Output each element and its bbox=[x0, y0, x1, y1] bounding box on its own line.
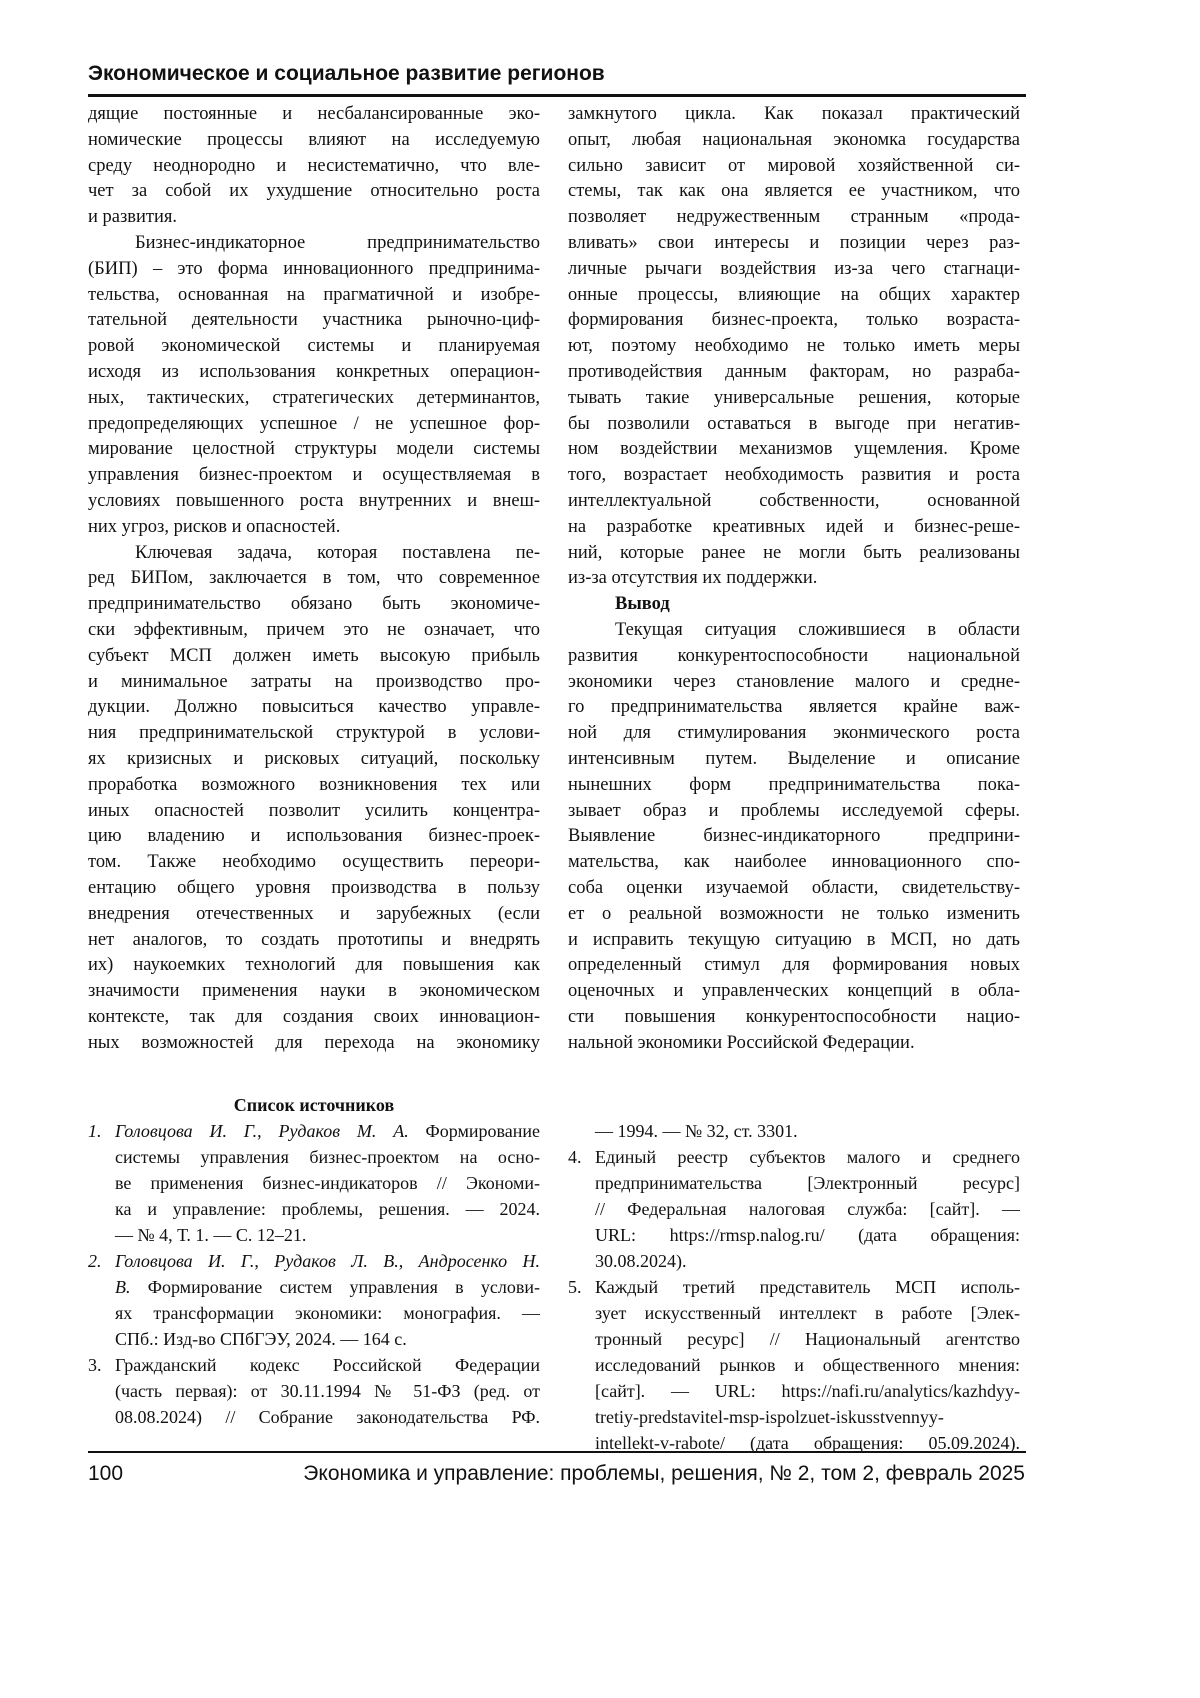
reference-text: , bbox=[254, 1251, 274, 1271]
text-line: предопределяющих успешное / не успешное фор- bbox=[88, 412, 540, 438]
text-line: го предпринимательства является крайне важ- bbox=[568, 695, 1020, 721]
text-line: тельства, основанная на прагматичной и изобре- bbox=[88, 283, 540, 309]
reference-text: URL: https://rmsp.nalog.ru/ (дата обращения: bbox=[595, 1225, 1020, 1245]
text-line: формирования бизнес-проекта, только возраста- bbox=[568, 308, 1020, 334]
text-line: дукции. Должно повыситься качество управле- bbox=[88, 695, 540, 721]
text-line: ных возможностей для перехода на экономику bbox=[88, 1031, 540, 1057]
reference-line bbox=[115, 1144, 540, 1170]
reference-line bbox=[595, 1196, 1020, 1222]
reference-line bbox=[595, 1118, 1020, 1144]
reference-item bbox=[88, 1248, 540, 1352]
section-heading bbox=[568, 592, 1020, 618]
reference-item bbox=[568, 1274, 1020, 1456]
text-line: среду неоднородно и несистематично, что вле- bbox=[88, 154, 540, 180]
references-right bbox=[568, 1092, 1020, 1456]
paragraph bbox=[88, 541, 540, 1057]
reference-text: Гражданский кодекс Российской Федерации bbox=[115, 1355, 540, 1375]
references-left bbox=[88, 1092, 540, 1430]
text-line: и исправить текущую ситуацию в МСП, но дать bbox=[568, 928, 1020, 954]
paragraph bbox=[88, 102, 540, 231]
reference-line bbox=[115, 1222, 540, 1248]
reference-text: Единый реестр субъектов малого и среднего bbox=[595, 1147, 1020, 1167]
reference-text: исследований рынков и общественного мнения: bbox=[595, 1355, 1020, 1375]
text-line: исходя из использования конкретных операцион- bbox=[88, 360, 540, 386]
text-line: стемы, так как она является ее участником, что bbox=[568, 179, 1020, 205]
text-line: интенсивным путем. Выделение и описание bbox=[568, 747, 1020, 773]
text-line: ния предпринимательской структурой в услови- bbox=[88, 721, 540, 747]
paragraph bbox=[568, 102, 1020, 592]
reference-text: Формирование систем управления в услови- bbox=[131, 1277, 541, 1297]
text-line: (БИП) – это форма инновационного предпринима- bbox=[88, 257, 540, 283]
text-line: из-за отсутствия их поддержки. bbox=[568, 566, 1020, 592]
reference-line bbox=[595, 1404, 1020, 1430]
text-line: замкнутого цикла. Как показал практический bbox=[568, 102, 1020, 128]
text-line: вливать» свои интересы и позиции через раз- bbox=[568, 231, 1020, 257]
reference-text: [сайт]. — URL: https://nafi.ru/analytics/kazhdyy- bbox=[595, 1381, 1020, 1401]
reference-text: предпринимательства [Электронный ресурс] bbox=[595, 1173, 1020, 1193]
text-line: условиях повышенного роста внутренних и внеш- bbox=[88, 489, 540, 515]
reference-line bbox=[115, 1196, 540, 1222]
text-line: мирование целостной структуры модели системы bbox=[88, 437, 540, 463]
reference-text: , bbox=[399, 1251, 419, 1271]
text-line: ентацию общего уровня производства в пользу bbox=[88, 876, 540, 902]
text-line: субъект МСП должен иметь высокую прибыль bbox=[88, 644, 540, 670]
text-line: и развития. bbox=[88, 205, 540, 231]
reference-author: Головцова И. Г. bbox=[115, 1121, 257, 1141]
text-line: проработка возможного возникновения тех или bbox=[88, 773, 540, 799]
paragraph bbox=[88, 231, 540, 541]
reference-line bbox=[115, 1118, 540, 1144]
text-line: чет за собой их ухудшение относительно роста bbox=[88, 179, 540, 205]
text-line: номические процессы влияют на исследуемую bbox=[88, 128, 540, 154]
reference-line bbox=[595, 1352, 1020, 1378]
reference-line bbox=[115, 1274, 540, 1300]
text-line: иных опасностей позволит усилить концентра- bbox=[88, 799, 540, 825]
text-line: контексте, так для создания своих инновацион- bbox=[88, 1005, 540, 1031]
text-line: на разработке креативных идей и бизнес-реше- bbox=[568, 515, 1020, 541]
reference-text: 30.08.2024). bbox=[595, 1251, 687, 1271]
text-line: ски эффективным, причем это не означает, что bbox=[88, 618, 540, 644]
reference-item bbox=[568, 1144, 1020, 1274]
text-line: противодействия данным факторам, но разраба- bbox=[568, 360, 1020, 386]
text-line: онные процессы, влияющие на общих характер bbox=[568, 283, 1020, 309]
reference-line bbox=[595, 1326, 1020, 1352]
header-rule bbox=[88, 94, 1026, 97]
right-text-column bbox=[568, 102, 1020, 1056]
reference-item bbox=[88, 1118, 540, 1248]
reference-author: Андросенко Н. bbox=[419, 1251, 540, 1271]
reference-number: 4. bbox=[568, 1144, 582, 1170]
reference-text: tretiy-predstavitel-msp-ispolzuet-iskusstvennyy- bbox=[595, 1407, 944, 1427]
reference-number: 3. bbox=[88, 1352, 102, 1378]
reference-author: Рудаков М. А. bbox=[279, 1121, 409, 1141]
text-line: того, возрастает необходимость развития и роста bbox=[568, 463, 1020, 489]
text-line: Ключевая задача, которая поставлена пе- bbox=[88, 541, 540, 567]
reference-line bbox=[595, 1274, 1020, 1300]
reference-text: — № 4, Т. 1. — С. 12–21. bbox=[115, 1225, 306, 1245]
text-line: нет аналогов, то создать прототипы и внедрять bbox=[88, 928, 540, 954]
reference-line bbox=[115, 1326, 540, 1352]
text-line: ном воздействии механизмов ущемления. Кроме bbox=[568, 437, 1020, 463]
reference-author: Рудаков Л. В. bbox=[274, 1251, 399, 1271]
reference-text: ях трансформации экономики: монография. — bbox=[115, 1303, 540, 1323]
text-line: значимости применения науки в экономическом bbox=[88, 979, 540, 1005]
text-line: их) наукоемких технологий для повышения как bbox=[88, 953, 540, 979]
reference-author: Головцова И. Г. bbox=[115, 1251, 254, 1271]
text-line: зывает образ и проблемы исследуемой сферы. bbox=[568, 799, 1020, 825]
reference-text: ка и управление: проблемы, решения. — 2024. bbox=[115, 1199, 540, 1219]
reference-line bbox=[115, 1352, 540, 1378]
text-line: цию владению и использования бизнес-проек- bbox=[88, 824, 540, 850]
text-line: бы позволили оставаться в выгоде при негатив- bbox=[568, 412, 1020, 438]
reference-number: 1. bbox=[88, 1118, 102, 1144]
text-line: Вывод bbox=[568, 592, 1020, 618]
text-line: Текущая ситуация сложившиеся в области bbox=[568, 618, 1020, 644]
text-line: них угроз, рисков и опасностей. bbox=[88, 515, 540, 541]
text-line: ний, которые ранее не могли быть реализованы bbox=[568, 541, 1020, 567]
text-line: мательства, как наиболее инновационного спо- bbox=[568, 850, 1020, 876]
page-number: 100 bbox=[88, 1462, 123, 1486]
text-line: сти повышения конкурентоспособности нацио- bbox=[568, 1005, 1020, 1031]
reference-text: Каждый третий представитель МСП исполь- bbox=[595, 1277, 1020, 1297]
reference-text: тронный ресурс] // Национальный агентство bbox=[595, 1329, 1020, 1349]
reference-text: intellekt-v-rabote/ (дата обращения: 05.09.2024). bbox=[595, 1433, 1020, 1453]
text-line: личные рычаги воздействия из-за чего стагнаци- bbox=[568, 257, 1020, 283]
text-line: Бизнес-индикаторное предпринимательство bbox=[88, 231, 540, 257]
reference-line bbox=[595, 1378, 1020, 1404]
text-line: опыт, любая национальная экономка государства bbox=[568, 128, 1020, 154]
text-line: том. Также необходимо осуществить переори- bbox=[88, 850, 540, 876]
references-heading: Список источников bbox=[88, 1092, 540, 1118]
text-line: экономики через становление малого и средне- bbox=[568, 670, 1020, 696]
reference-line bbox=[115, 1300, 540, 1326]
reference-number: 5. bbox=[568, 1274, 582, 1300]
text-line: ях кризисных и рисковых ситуаций, поскольку bbox=[88, 747, 540, 773]
text-line: ред БИПом, заключается в том, что современное bbox=[88, 566, 540, 592]
reference-text: , bbox=[257, 1121, 278, 1141]
text-line: нынешних форм предпринимательства пока- bbox=[568, 773, 1020, 799]
reference-number: 2. bbox=[88, 1248, 102, 1274]
text-line: нальной экономики Российской Федерации. bbox=[568, 1031, 1020, 1057]
left-text-column bbox=[88, 102, 540, 1056]
reference-line bbox=[595, 1248, 1020, 1274]
running-header-title: Экономическое и социальное развитие регионов bbox=[88, 62, 605, 86]
text-line: тательной деятельности участника рыночно-циф- bbox=[88, 308, 540, 334]
references-spacer bbox=[568, 1092, 1020, 1118]
reference-line bbox=[595, 1170, 1020, 1196]
reference-line bbox=[595, 1222, 1020, 1248]
reference-text: системы управления бизнес-проектом на осно- bbox=[115, 1147, 540, 1167]
reference-text: зует искусственный интеллект в работе [Элек- bbox=[595, 1303, 1020, 1323]
text-line: Выявление бизнес-индикаторного предприни- bbox=[568, 824, 1020, 850]
text-line: предпринимательство обязано быть экономиче- bbox=[88, 592, 540, 618]
text-line: и минимальное затраты на производство про- bbox=[88, 670, 540, 696]
journal-footer: Экономика и управление: проблемы, решения, № 2, том 2, февраль 2025 bbox=[303, 1462, 1025, 1486]
reference-author: В. bbox=[115, 1277, 131, 1297]
text-line: ной для стимулирования эконмического роста bbox=[568, 721, 1020, 747]
text-line: ют, поэтому необходимо не только иметь меры bbox=[568, 334, 1020, 360]
reference-text: СПб.: Изд-во СПбГЭУ, 2024. — 164 с. bbox=[115, 1329, 407, 1349]
text-line: позволяет недружественным странным «прода- bbox=[568, 205, 1020, 231]
paragraph bbox=[568, 618, 1020, 1057]
reference-text: // Федеральная налоговая служба: [сайт]. — bbox=[595, 1199, 1020, 1219]
text-line: управления бизнес-проектом и осуществляемая в bbox=[88, 463, 540, 489]
footer-rule bbox=[88, 1451, 1026, 1453]
reference-text: — 1994. — № 32, ст. 3301. bbox=[595, 1121, 798, 1141]
text-line: внедрения отечественных и зарубежных (если bbox=[88, 902, 540, 928]
reference-line bbox=[115, 1404, 540, 1430]
text-line: интеллектуальной собственности, основанной bbox=[568, 489, 1020, 515]
text-line: сильно зависит от мировой хозяйственной си- bbox=[568, 154, 1020, 180]
reference-text: ве применения бизнес-индикаторов // Экономи- bbox=[115, 1173, 540, 1193]
text-line: оценочных и управленческих концепций в обла- bbox=[568, 979, 1020, 1005]
text-line: развития конкурентоспособности национальной bbox=[568, 644, 1020, 670]
text-line: ровой экономической системы и планируемая bbox=[88, 334, 540, 360]
text-line: определенный стимул для формирования новых bbox=[568, 953, 1020, 979]
reference-text: Формирование bbox=[409, 1121, 540, 1141]
reference-line bbox=[115, 1248, 540, 1274]
text-line: тывать такие универсальные решения, которые bbox=[568, 386, 1020, 412]
text-line: соба оценки изучаемой области, свидетельству- bbox=[568, 876, 1020, 902]
reference-line bbox=[115, 1170, 540, 1196]
reference-item bbox=[568, 1118, 1020, 1144]
reference-line bbox=[595, 1144, 1020, 1170]
text-line: ных, тактических, стратегических детерминантов, bbox=[88, 386, 540, 412]
reference-item bbox=[88, 1352, 540, 1430]
reference-line bbox=[595, 1300, 1020, 1326]
reference-text: 08.08.2024) // Собрание законодательства РФ. bbox=[115, 1407, 540, 1427]
reference-text: (часть первая): от 30.11.1994 № 51-ФЗ (ред. от bbox=[115, 1381, 540, 1401]
reference-line bbox=[115, 1378, 540, 1404]
text-line: ет о реальной возможности не только изменить bbox=[568, 902, 1020, 928]
text-line: дящие постоянные и несбалансированные эко- bbox=[88, 102, 540, 128]
